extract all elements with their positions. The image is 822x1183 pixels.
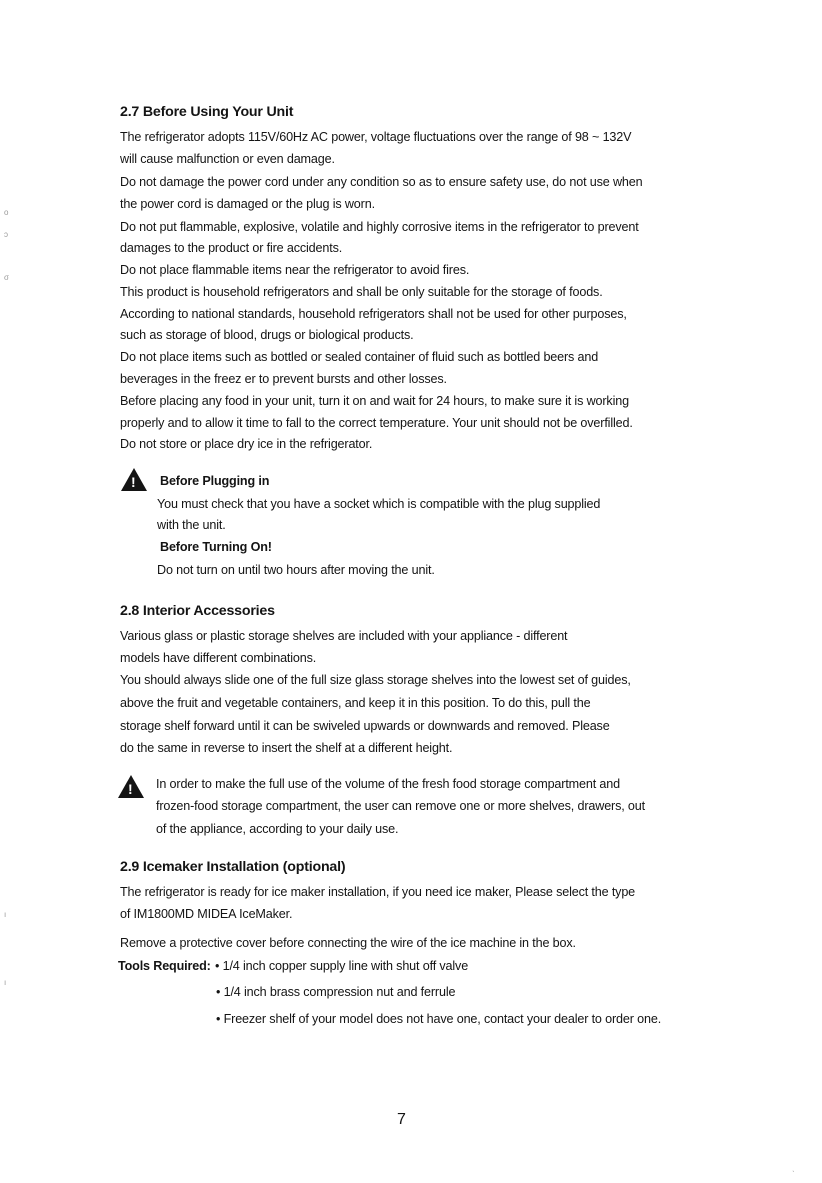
section-heading-2-9: 2.9 Icemaker Installation (optional) bbox=[120, 859, 346, 875]
tool-item: • 1/4 inch brass compression nut and ferrule bbox=[216, 985, 456, 999]
warning-triangle-icon bbox=[121, 468, 147, 491]
body-line: According to national standards, household refrigerators shall not be used for other purposes, bbox=[120, 307, 627, 321]
body-line: Do not place items such as bottled or sealed container of fluid such as bottled beers and bbox=[120, 350, 599, 364]
body-line: models have different combinations. bbox=[120, 651, 317, 665]
tool-item: • 1/4 inch copper supply line with shut off valve bbox=[215, 959, 469, 973]
warning-text: with the unit. bbox=[157, 518, 226, 532]
body-line: Do not place flammable items near the refrigerator to avoid fires. bbox=[120, 263, 470, 277]
body-line: This product is household refrigerators and shall be only suitable for the storage of foods. bbox=[120, 285, 603, 299]
note-text: of the appliance, according to your daily use. bbox=[156, 822, 399, 836]
body-line: properly and to allow it time to fall to the correct temperature. Your unit should not be overfilled. bbox=[120, 416, 633, 430]
scan-speck: ˋ bbox=[792, 1170, 795, 1179]
body-line: will cause malfunction or even damage. bbox=[120, 152, 335, 166]
scan-speck: σ bbox=[4, 273, 9, 282]
body-line: Do not damage the power cord under any condition so as to ensure safety use, do not use when bbox=[120, 175, 643, 189]
body-line: You should always slide one of the full size glass storage shelves into the lowest set of guides, bbox=[120, 673, 631, 687]
warning-text: You must check that you have a socket which is compatible with the plug supplied bbox=[157, 497, 601, 511]
note-text: In order to make the full use of the volume of the fresh food storage compartment and bbox=[156, 777, 620, 791]
page-number: 7 bbox=[397, 1111, 406, 1128]
body-line: do the same in reverse to insert the shelf at a different height. bbox=[120, 741, 453, 755]
body-line: Do not store or place dry ice in the refrigerator. bbox=[120, 437, 373, 451]
warning-title: Before Plugging in bbox=[160, 474, 270, 488]
body-line: The refrigerator adopts 115V/60Hz AC power, voltage fluctuations over the range of 98 ~ 132V bbox=[120, 130, 632, 144]
body-line: the power cord is damaged or the plug is worn. bbox=[120, 197, 375, 211]
body-line: Remove a protective cover before connecting the wire of the ice machine in the box. bbox=[120, 936, 576, 950]
body-line: The refrigerator is ready for ice maker installation, if you need ice maker, Please select the type bbox=[120, 885, 636, 899]
scan-speck: ɔ bbox=[4, 230, 8, 239]
body-line: damages to the product or fire accidents. bbox=[120, 241, 343, 255]
body-line: Do not put flammable, explosive, volatile and highly corrosive items in the refrigerator to prevent bbox=[120, 220, 639, 234]
scan-speck: ı bbox=[4, 910, 7, 919]
body-line: beverages in the freez er to prevent bursts and other losses. bbox=[120, 372, 447, 386]
body-line: Various glass or plastic storage shelves are included with your appliance - different bbox=[120, 629, 568, 643]
tools-label: Tools Required: bbox=[118, 959, 211, 973]
body-line: of IM1800MD MIDEA IceMaker. bbox=[120, 907, 293, 921]
warning-title: Before Turning On! bbox=[160, 540, 272, 554]
section-heading-2-7: 2.7 Before Using Your Unit bbox=[120, 104, 294, 120]
note-text: frozen-food storage compartment, the user can remove one or more shelves, drawers, out bbox=[156, 799, 645, 813]
body-line: storage shelf forward until it can be swiveled upwards or downwards and removed. Please bbox=[120, 719, 610, 733]
scan-speck: o bbox=[4, 208, 9, 217]
tool-item: • Freezer shelf of your model does not have one, contact your dealer to order one. bbox=[216, 1012, 662, 1026]
scan-speck: ı bbox=[4, 978, 7, 987]
body-line: such as storage of blood, drugs or biological products. bbox=[120, 328, 414, 342]
warning-triangle-icon bbox=[118, 775, 144, 798]
body-line: above the fruit and vegetable containers, and keep it in this position. To do this, pull the bbox=[120, 696, 591, 710]
warning-text: Do not turn on until two hours after moving the unit. bbox=[157, 563, 435, 577]
section-heading-2-8: 2.8 Interior Accessories bbox=[120, 603, 275, 619]
body-line: Before placing any food in your unit, turn it on and wait for 24 hours, to make sure it is working bbox=[120, 394, 629, 408]
